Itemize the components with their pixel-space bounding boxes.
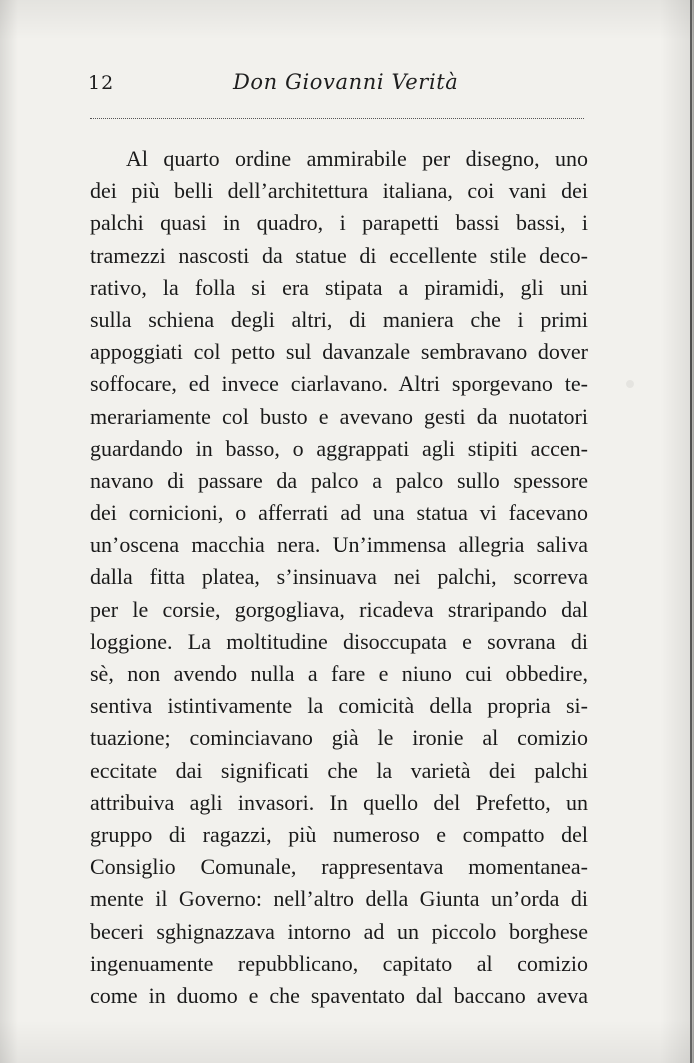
page-number: 12 <box>88 72 115 94</box>
text-line: mente il Governo: nell’altro della Giunta un’orda di <box>90 886 588 912</box>
text-line: guardando in basso, o aggrappati agli stipiti accen- <box>90 435 588 461</box>
text-line: tramezzi nascosti da statue di eccellente stile deco- <box>90 242 588 268</box>
text-line: beceri sghignazzava intorno ad un piccolo borghese <box>90 918 588 944</box>
text-line: dei più belli dell’architettura italiana, coi vani dei <box>90 178 588 204</box>
running-title: Don Giovanni Verità <box>233 70 459 94</box>
text-line: tuazione; cominciavano già le ironie al comizio <box>90 725 588 751</box>
text-line: Consiglio Comunale, rappresentava momentanea- <box>90 854 588 880</box>
text-line: dei cornicioni, o afferrati ad una statua vi facevano <box>90 500 588 526</box>
text-line: soffocare, ed invece ciarlavano. Altri sporgevano te- <box>90 371 588 397</box>
text-line: attribuiva agli invasori. In quello del Prefetto, un <box>90 789 588 815</box>
paper-smudge <box>626 380 634 388</box>
text-line: merariamente col busto e avevano gesti da nuotatori <box>90 403 588 429</box>
text-line: un’oscena macchia nera. Un’immensa allegria saliva <box>90 532 588 558</box>
header-rule <box>90 118 584 119</box>
text-line: loggione. La moltitudine disoccupata e sovrana di <box>90 628 588 654</box>
text-line: sulla schiena degli altri, di maniera che i primi <box>90 306 588 332</box>
text-line: navano di passare da palco a palco sullo spessore <box>90 467 588 493</box>
text-line: appoggiati col petto sul davanzale sembravano dover <box>90 339 588 365</box>
text-line: ingenuamente repubblicano, capitato al comizio <box>90 950 588 976</box>
body-text <box>90 143 588 1012</box>
text-line: dalla fitta platea, s’insinuava nei palchi, scorreva <box>90 564 588 590</box>
running-head <box>88 70 588 100</box>
text-line: palchi quasi in quadro, i parapetti bassi bassi, i <box>90 210 588 236</box>
text-line: sentiva istintivamente la comicità della propria si- <box>90 693 588 719</box>
text-line: per le corsie, gorgogliava, ricadeva straripando dal <box>90 596 588 622</box>
text-line: sè, non avendo nulla a fare e niuno cui obbedire, <box>90 661 588 686</box>
page-edge-shadow <box>690 0 692 1063</box>
text-line: rativo, la folla si era stipata a piramidi, gli uni <box>90 274 588 300</box>
text-line: eccitate dai significati che la varietà dei palchi <box>90 757 588 783</box>
text-line: Al quarto ordine ammirabile per disegno, uno <box>126 146 588 171</box>
text-line: gruppo di ragazzi, più numeroso e compatto del <box>90 821 588 847</box>
text-line: come in duomo e che spaventato dal baccano aveva <box>90 982 588 1008</box>
